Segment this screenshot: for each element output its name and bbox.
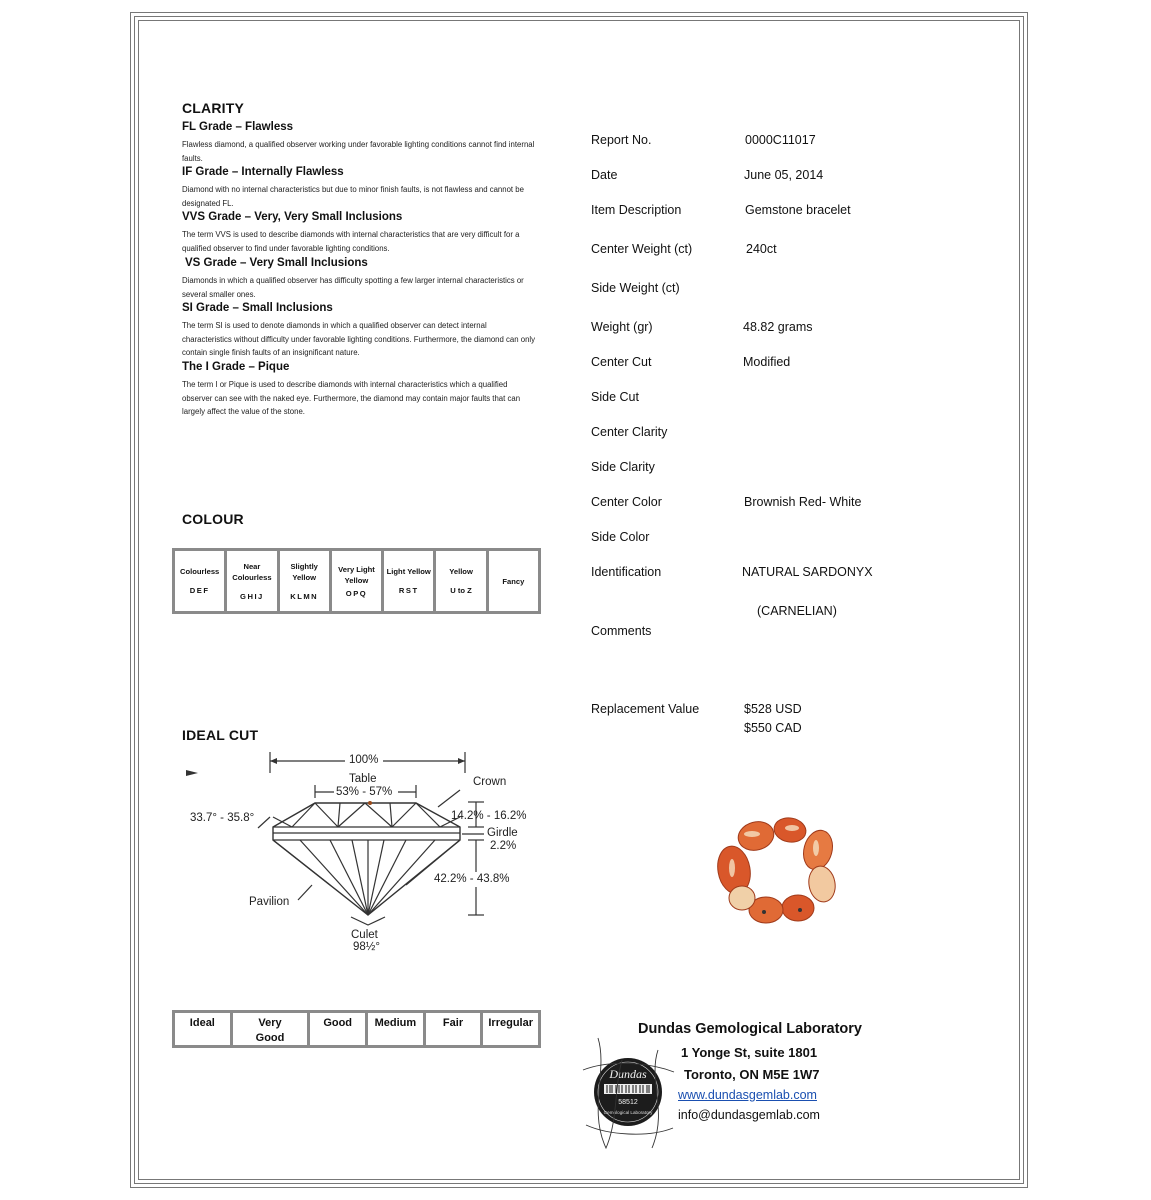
colour-name: Near Colourless	[232, 561, 272, 582]
report-label: Weight (gr)	[591, 320, 653, 334]
colour-scale-table	[172, 548, 541, 614]
colour-scale-cell	[227, 551, 279, 611]
report-label: Center Weight (ct)	[591, 242, 693, 256]
cut-grade-table	[172, 1010, 541, 1048]
clarity-grade-heading: IF Grade – Internally Flawless	[182, 166, 344, 178]
colour-grade: U to Z	[450, 586, 472, 595]
seal-barcode	[604, 1084, 652, 1094]
lab-address-line1: 1 Yonge St, suite 1801	[681, 1045, 818, 1060]
table-marker-dot	[368, 801, 372, 805]
clarity-grade-desc: The term SI is used to denote diamonds in which a qualified observer can detect internal characteristics without difficulty under favorable lighting conditions. Furthermore, the diamond can only contain single finish faults of an insignificant nature.	[182, 321, 536, 357]
clarity-grade-desc: Diamond with no internal characteristics but due to minor finish faults, is not flawless and cannot be designated FL.	[182, 185, 524, 208]
cut-grade-cell: Good	[310, 1013, 368, 1045]
dimension-arrow-icon	[458, 758, 465, 764]
colour-grade: RST	[398, 586, 419, 595]
clarity-grade-desc: Diamonds in which a qualified observer has difficulty spotting a few larger internal characteristics or several smaller ones.	[182, 276, 524, 299]
clarity-grade-heading: VS Grade – Very Small Inclusions	[185, 257, 368, 269]
replacement-value-usd: $528 USD	[744, 702, 802, 716]
seal-subtitle: Gemological Laboratory	[603, 1110, 653, 1115]
clarity-grade-heading: SI Grade – Small Inclusions	[182, 302, 333, 314]
colour-name: Fancy	[502, 576, 525, 586]
report-label: Date	[591, 168, 618, 182]
crown-height: 14.2% - 16.2%	[451, 810, 527, 822]
colour-scale-cell	[436, 551, 488, 611]
colour-scale-cell	[280, 551, 332, 611]
crown-label: Crown	[473, 776, 507, 788]
report-date: June 05, 2014	[744, 168, 824, 182]
colour-name: Slightly Yellow	[290, 561, 318, 582]
colour-grade: OPQ	[345, 588, 368, 598]
clarity-grade-heading: FL Grade – Flawless	[182, 121, 294, 133]
colour-name: Colourless	[180, 567, 220, 576]
replacement-value-cad: $550 CAD	[744, 721, 802, 735]
report-label: Replacement Value	[591, 702, 700, 716]
seal-title: Dundas	[609, 1067, 647, 1081]
table-range: 53% - 57%	[336, 786, 393, 798]
colour-grade: KLMN	[290, 591, 319, 601]
center-weight: 240ct	[746, 242, 777, 256]
report-label: Side Color	[591, 530, 650, 544]
culet-angle: 98½°	[353, 941, 380, 953]
lab-email: info@dundasgemlab.com	[678, 1108, 820, 1122]
dimension-arrow-icon	[186, 770, 198, 776]
colour-grade: DEF	[189, 586, 210, 595]
colour-scale-cell	[384, 551, 436, 611]
identification-extra: (CARNELIAN)	[757, 604, 837, 618]
colour-name: Yellow	[449, 567, 473, 576]
girdle-value: 2.2%	[490, 840, 517, 852]
cut-grade-cell: Very Good	[233, 1013, 311, 1045]
crown-angle: 33.7° - 35.8°	[190, 812, 255, 824]
report-label: Comments	[591, 624, 652, 638]
cut-grade-cell: Medium	[368, 1013, 426, 1045]
clarity-grade-heading: The I Grade – Pique	[182, 361, 290, 373]
center-color: Brownish Red- White	[744, 495, 862, 509]
weight-grams: 48.82 grams	[743, 320, 813, 334]
cut-grade-cell: Ideal	[175, 1013, 233, 1045]
lab-website-link[interactable]: www.dundasgemlab.com	[678, 1088, 817, 1102]
cut-grade-cell: Fair	[426, 1013, 484, 1045]
identification: NATURAL SARDONYX	[742, 565, 873, 579]
report-label: Report No.	[591, 133, 652, 147]
center-cut: Modified	[743, 355, 791, 369]
total-width-label: 100%	[349, 754, 379, 766]
item-description: Gemstone bracelet	[745, 203, 851, 217]
dimension-arrow-icon	[270, 758, 277, 764]
clarity-grade-desc: Flawless diamond, a qualified observer working under favorable lighting conditions cannot find internal faults.	[182, 140, 535, 163]
clarity-grade-heading: VVS Grade – Very, Very Small Inclusions	[182, 211, 403, 223]
ideal-cut-title: IDEAL CUT	[182, 727, 259, 743]
report-label: Center Clarity	[591, 425, 668, 439]
report-label: Side Cut	[591, 390, 639, 404]
report-label: Identification	[591, 565, 662, 579]
report-label: Side Weight (ct)	[591, 281, 680, 295]
pavilion-depth: 42.2% - 43.8%	[434, 873, 510, 885]
bracelet-photo	[712, 812, 842, 927]
report-label: Side Clarity	[591, 460, 655, 474]
pavilion-label: Pavilion	[249, 896, 290, 908]
lab-name: Dundas Gemological Laboratory	[638, 1021, 862, 1037]
clarity-title: CLARITY	[182, 100, 245, 116]
girdle-label: Girdle	[487, 827, 518, 839]
clarity-grade-desc: The term I or Pique is used to describe diamonds with internal characteristics which a qualified observer can see with the naked eye. Furthermore, the diamond may contain major faults that can largely affect the value of the stone.	[182, 380, 521, 416]
colour-scale-cell	[332, 551, 384, 611]
report-number: 0000C11017	[745, 133, 816, 147]
culet-label: Culet	[351, 929, 378, 941]
report-label: Center Cut	[591, 355, 652, 369]
colour-name: Very Light Yellow	[338, 564, 375, 585]
table-label: Table	[349, 773, 377, 785]
lab-address-line2: Toronto, ON M5E 1W7	[684, 1067, 820, 1082]
lab-seal	[578, 1030, 678, 1155]
cut-grade-cell: Irregular	[488, 1017, 534, 1029]
colour-title: COLOUR	[182, 511, 244, 527]
colour-scale-cell	[175, 551, 227, 611]
clarity-grade-desc: The term VVS is used to describe diamonds with internal characteristics that are very difficult for a qualified observer to find under favorable lighting conditions.	[182, 230, 520, 253]
colour-scale-cell	[489, 551, 538, 611]
colour-grade: GHIJ	[240, 591, 264, 601]
colour-name: Light Yellow	[386, 567, 431, 576]
report-label: Center Color	[591, 495, 662, 509]
seal-number: 58512	[618, 1099, 638, 1106]
report-label: Item Description	[591, 203, 682, 217]
